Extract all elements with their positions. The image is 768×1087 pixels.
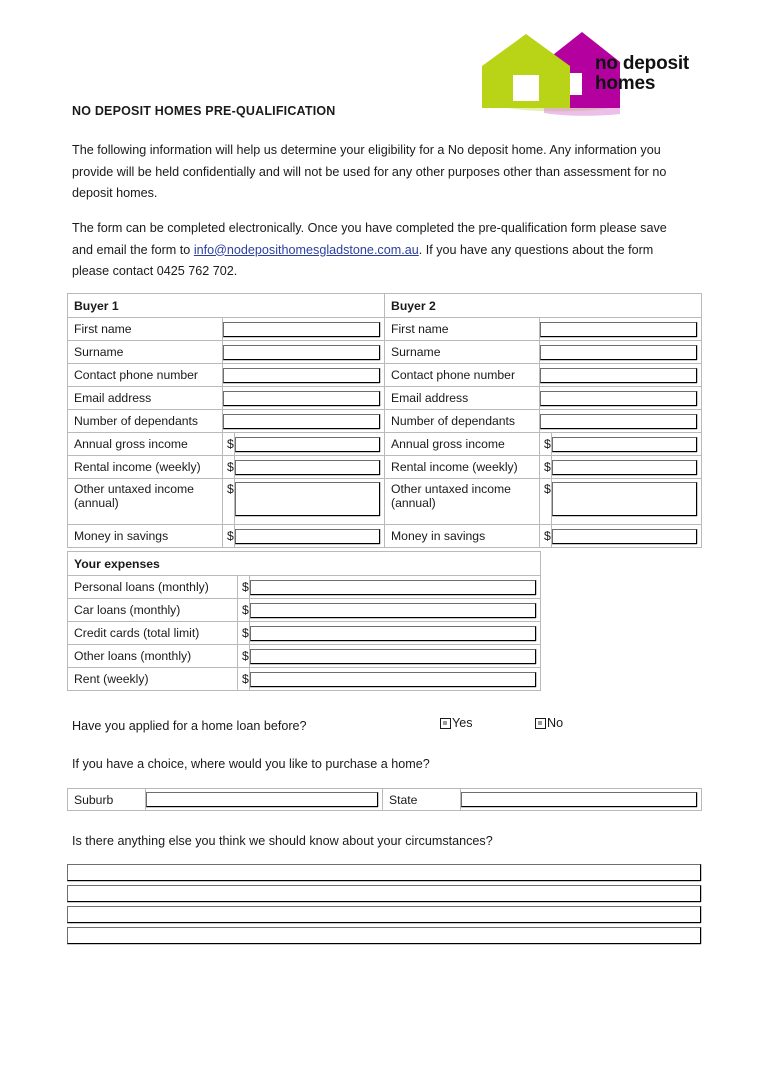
credit-cards-currency: $: [238, 622, 250, 645]
buyer2-gross-income-label: Annual gross income: [385, 433, 540, 456]
buyer2-header: Buyer 2: [385, 294, 702, 318]
state-field[interactable]: [461, 792, 697, 807]
buyer1-surname-cell: [223, 341, 385, 364]
table-row: [68, 789, 702, 811]
table-row: [68, 599, 541, 622]
instructions-text-before: The form can be completed electronically. Once you have completed the pre-qualification form please save and email the form to: [72, 221, 667, 257]
suburb-label: Suburb: [68, 789, 146, 811]
buyer1-gross-income-label: Annual gross income: [68, 433, 223, 456]
buyer2-email-cell: [540, 387, 702, 410]
credit-cards-label: Credit cards (total limit): [68, 622, 238, 645]
intro-paragraph: The following information will help us determine your eligibility for a No deposit home. Any information you provide will be held confidentially and will not be used for any other purposes other than assessment for no deposit homes.: [72, 143, 667, 200]
table-row: [68, 341, 702, 364]
buyer2-other-income-label: Other untaxed income (annual): [385, 479, 540, 525]
buyer1-rental-income-currency: $: [223, 456, 235, 479]
additional-info-fields: [67, 864, 701, 948]
table-row: [68, 622, 541, 645]
buyer1-phone-cell: [223, 364, 385, 387]
buyer1-first-name-label: First name: [68, 318, 223, 341]
buyer1-rental-income-field[interactable]: [235, 460, 380, 475]
buyer1-other-income-currency: $: [223, 479, 235, 525]
instructions-text-after: . If you have any questions about the form please contact 0425 762 702.: [72, 242, 654, 278]
personal-loans-field[interactable]: [250, 580, 536, 595]
table-row: [68, 479, 702, 525]
additional-info-line-3-wrap: [67, 906, 701, 923]
buyer2-savings-field[interactable]: [552, 529, 697, 544]
buyer2-other-income-cell: [552, 479, 702, 525]
buyer2-surname-cell: [540, 341, 702, 364]
buyer1-dependants-cell: [223, 410, 385, 433]
table-row: [68, 318, 702, 341]
car-loans-cell: [250, 599, 541, 622]
buyer1-gross-income-cell: [235, 433, 385, 456]
table-header-row: [68, 294, 702, 318]
other-loans-label: Other loans (monthly): [68, 645, 238, 668]
buyer2-dependants-cell: [540, 410, 702, 433]
additional-info-line-2-wrap: [67, 885, 701, 902]
car-loans-label: Car loans (monthly): [68, 599, 238, 622]
suburb-field[interactable]: [146, 792, 378, 807]
buyer2-rental-income-cell: [552, 456, 702, 479]
buyer-details-table: [67, 293, 702, 548]
additional-info-field-2[interactable]: [67, 885, 701, 902]
contact-email-link[interactable]: info@nodeposithomesgladstone.com.au: [193, 242, 419, 257]
other-loans-cell: [250, 645, 541, 668]
buyer1-savings-currency: $: [223, 525, 235, 548]
buyer1-first-name-field[interactable]: [223, 322, 380, 337]
buyer2-gross-income-cell: [552, 433, 702, 456]
suburb-cell: [146, 789, 383, 811]
buyer2-email-label: Email address: [385, 387, 540, 410]
buyer2-rental-income-label: Rental income (weekly): [385, 456, 540, 479]
buyer2-other-income-currency: $: [540, 479, 552, 525]
purchase-location-question-label: If you have a choice, where would you like to purchase a home?: [72, 757, 430, 771]
buyer1-surname-field[interactable]: [223, 345, 380, 360]
buyer1-phone-field[interactable]: [223, 368, 380, 383]
buyer1-dependants-field[interactable]: [223, 414, 380, 429]
buyer2-email-field[interactable]: [540, 391, 697, 406]
buyer1-email-label: Email address: [68, 387, 223, 410]
other-loans-currency: $: [238, 645, 250, 668]
rent-field[interactable]: [250, 672, 536, 687]
car-loans-currency: $: [238, 599, 250, 622]
credit-cards-cell: [250, 622, 541, 645]
checkbox-yes-icon[interactable]: [440, 718, 451, 729]
buyer2-dependants-label: Number of dependants: [385, 410, 540, 433]
table-row: [68, 433, 702, 456]
checkbox-no-label: No: [547, 716, 564, 730]
personal-loans-label: Personal loans (monthly): [68, 576, 238, 599]
table-row: [68, 364, 702, 387]
buyer2-savings-cell: [552, 525, 702, 548]
table-row: [68, 387, 702, 410]
additional-info-line-1-wrap: [67, 864, 701, 881]
checkbox-yes-label: Yes: [452, 716, 473, 730]
buyer2-first-name-cell: [540, 318, 702, 341]
state-label: State: [383, 789, 461, 811]
checkbox-no-icon[interactable]: [535, 718, 546, 729]
credit-cards-field[interactable]: [250, 626, 536, 641]
additional-info-line-4-wrap: [67, 927, 701, 944]
buyer1-header: Buyer 1: [68, 294, 385, 318]
rent-cell: [250, 668, 541, 691]
logo-wordmark-line2: homes: [595, 73, 656, 94]
buyer1-phone-label: Contact phone number: [68, 364, 223, 387]
other-loans-field[interactable]: [250, 649, 536, 664]
logo-wordmark: [595, 54, 689, 94]
buyer2-phone-field[interactable]: [540, 368, 697, 383]
home-loan-question-label: Have you applied for a home loan before?: [72, 719, 307, 733]
additional-info-question-label: Is there anything else you think we should know about your circumstances?: [72, 834, 493, 848]
purchase-location-table: [67, 788, 702, 811]
personal-loans-currency: $: [238, 576, 250, 599]
rent-currency: $: [238, 668, 250, 691]
table-row: [68, 576, 541, 599]
table-row: [68, 410, 702, 433]
buyer2-phone-label: Contact phone number: [385, 364, 540, 387]
buyer2-first-name-field[interactable]: [540, 322, 697, 337]
buyer1-rental-income-cell: [235, 456, 385, 479]
buyer2-rental-income-field[interactable]: [552, 460, 697, 475]
buyer1-surname-label: Surname: [68, 341, 223, 364]
company-logo: [478, 28, 700, 116]
buyer2-gross-income-field[interactable]: [552, 437, 697, 452]
buyer2-savings-currency: $: [540, 525, 552, 548]
buyer1-email-cell: [223, 387, 385, 410]
buyer1-first-name-cell: [223, 318, 385, 341]
instructions-paragraph: [72, 218, 672, 283]
page-title: NO DEPOSIT HOMES PRE-QUALIFICATION: [72, 104, 336, 118]
buyer1-savings-field[interactable]: [235, 529, 380, 544]
buyer1-rental-income-label: Rental income (weekly): [68, 456, 223, 479]
buyer2-surname-field[interactable]: [540, 345, 697, 360]
buyer1-gross-income-field[interactable]: [235, 437, 380, 452]
buyer1-email-field[interactable]: [223, 391, 380, 406]
buyer1-savings-cell: [235, 525, 385, 548]
table-row: [68, 645, 541, 668]
buyer2-surname-label: Surname: [385, 341, 540, 364]
home-loan-yes-option[interactable]: [440, 716, 473, 730]
buyer1-dependants-label: Number of dependants: [68, 410, 223, 433]
buyer2-phone-cell: [540, 364, 702, 387]
additional-info-field-1[interactable]: [67, 864, 701, 881]
home-loan-no-option[interactable]: [535, 716, 563, 730]
buyer2-rental-income-currency: $: [540, 456, 552, 479]
buyer1-savings-label: Money in savings: [68, 525, 223, 548]
additional-info-field-3[interactable]: [67, 906, 701, 923]
table-row: [68, 668, 541, 691]
buyer2-savings-label: Money in savings: [385, 525, 540, 548]
logo-wordmark-line1: no deposit: [595, 53, 690, 74]
buyer2-other-income-field[interactable]: [552, 482, 697, 516]
state-cell: [461, 789, 702, 811]
buyer2-dependants-field[interactable]: [540, 414, 697, 429]
expenses-table: [67, 551, 541, 691]
car-loans-field[interactable]: [250, 603, 536, 618]
buyer2-gross-income-currency: $: [540, 433, 552, 456]
buyer1-other-income-cell: [235, 479, 385, 525]
buyer1-other-income-field[interactable]: [235, 482, 380, 516]
table-row: [68, 525, 702, 548]
rent-label: Rent (weekly): [68, 668, 238, 691]
table-header-row: [68, 552, 541, 576]
expenses-header: Your expenses: [68, 552, 541, 576]
personal-loans-cell: [250, 576, 541, 599]
table-row: [68, 456, 702, 479]
buyer2-first-name-label: First name: [385, 318, 540, 341]
additional-info-field-4[interactable]: [67, 927, 701, 944]
buyer1-other-income-label: Other untaxed income (annual): [68, 479, 223, 525]
buyer1-gross-income-currency: $: [223, 433, 235, 456]
